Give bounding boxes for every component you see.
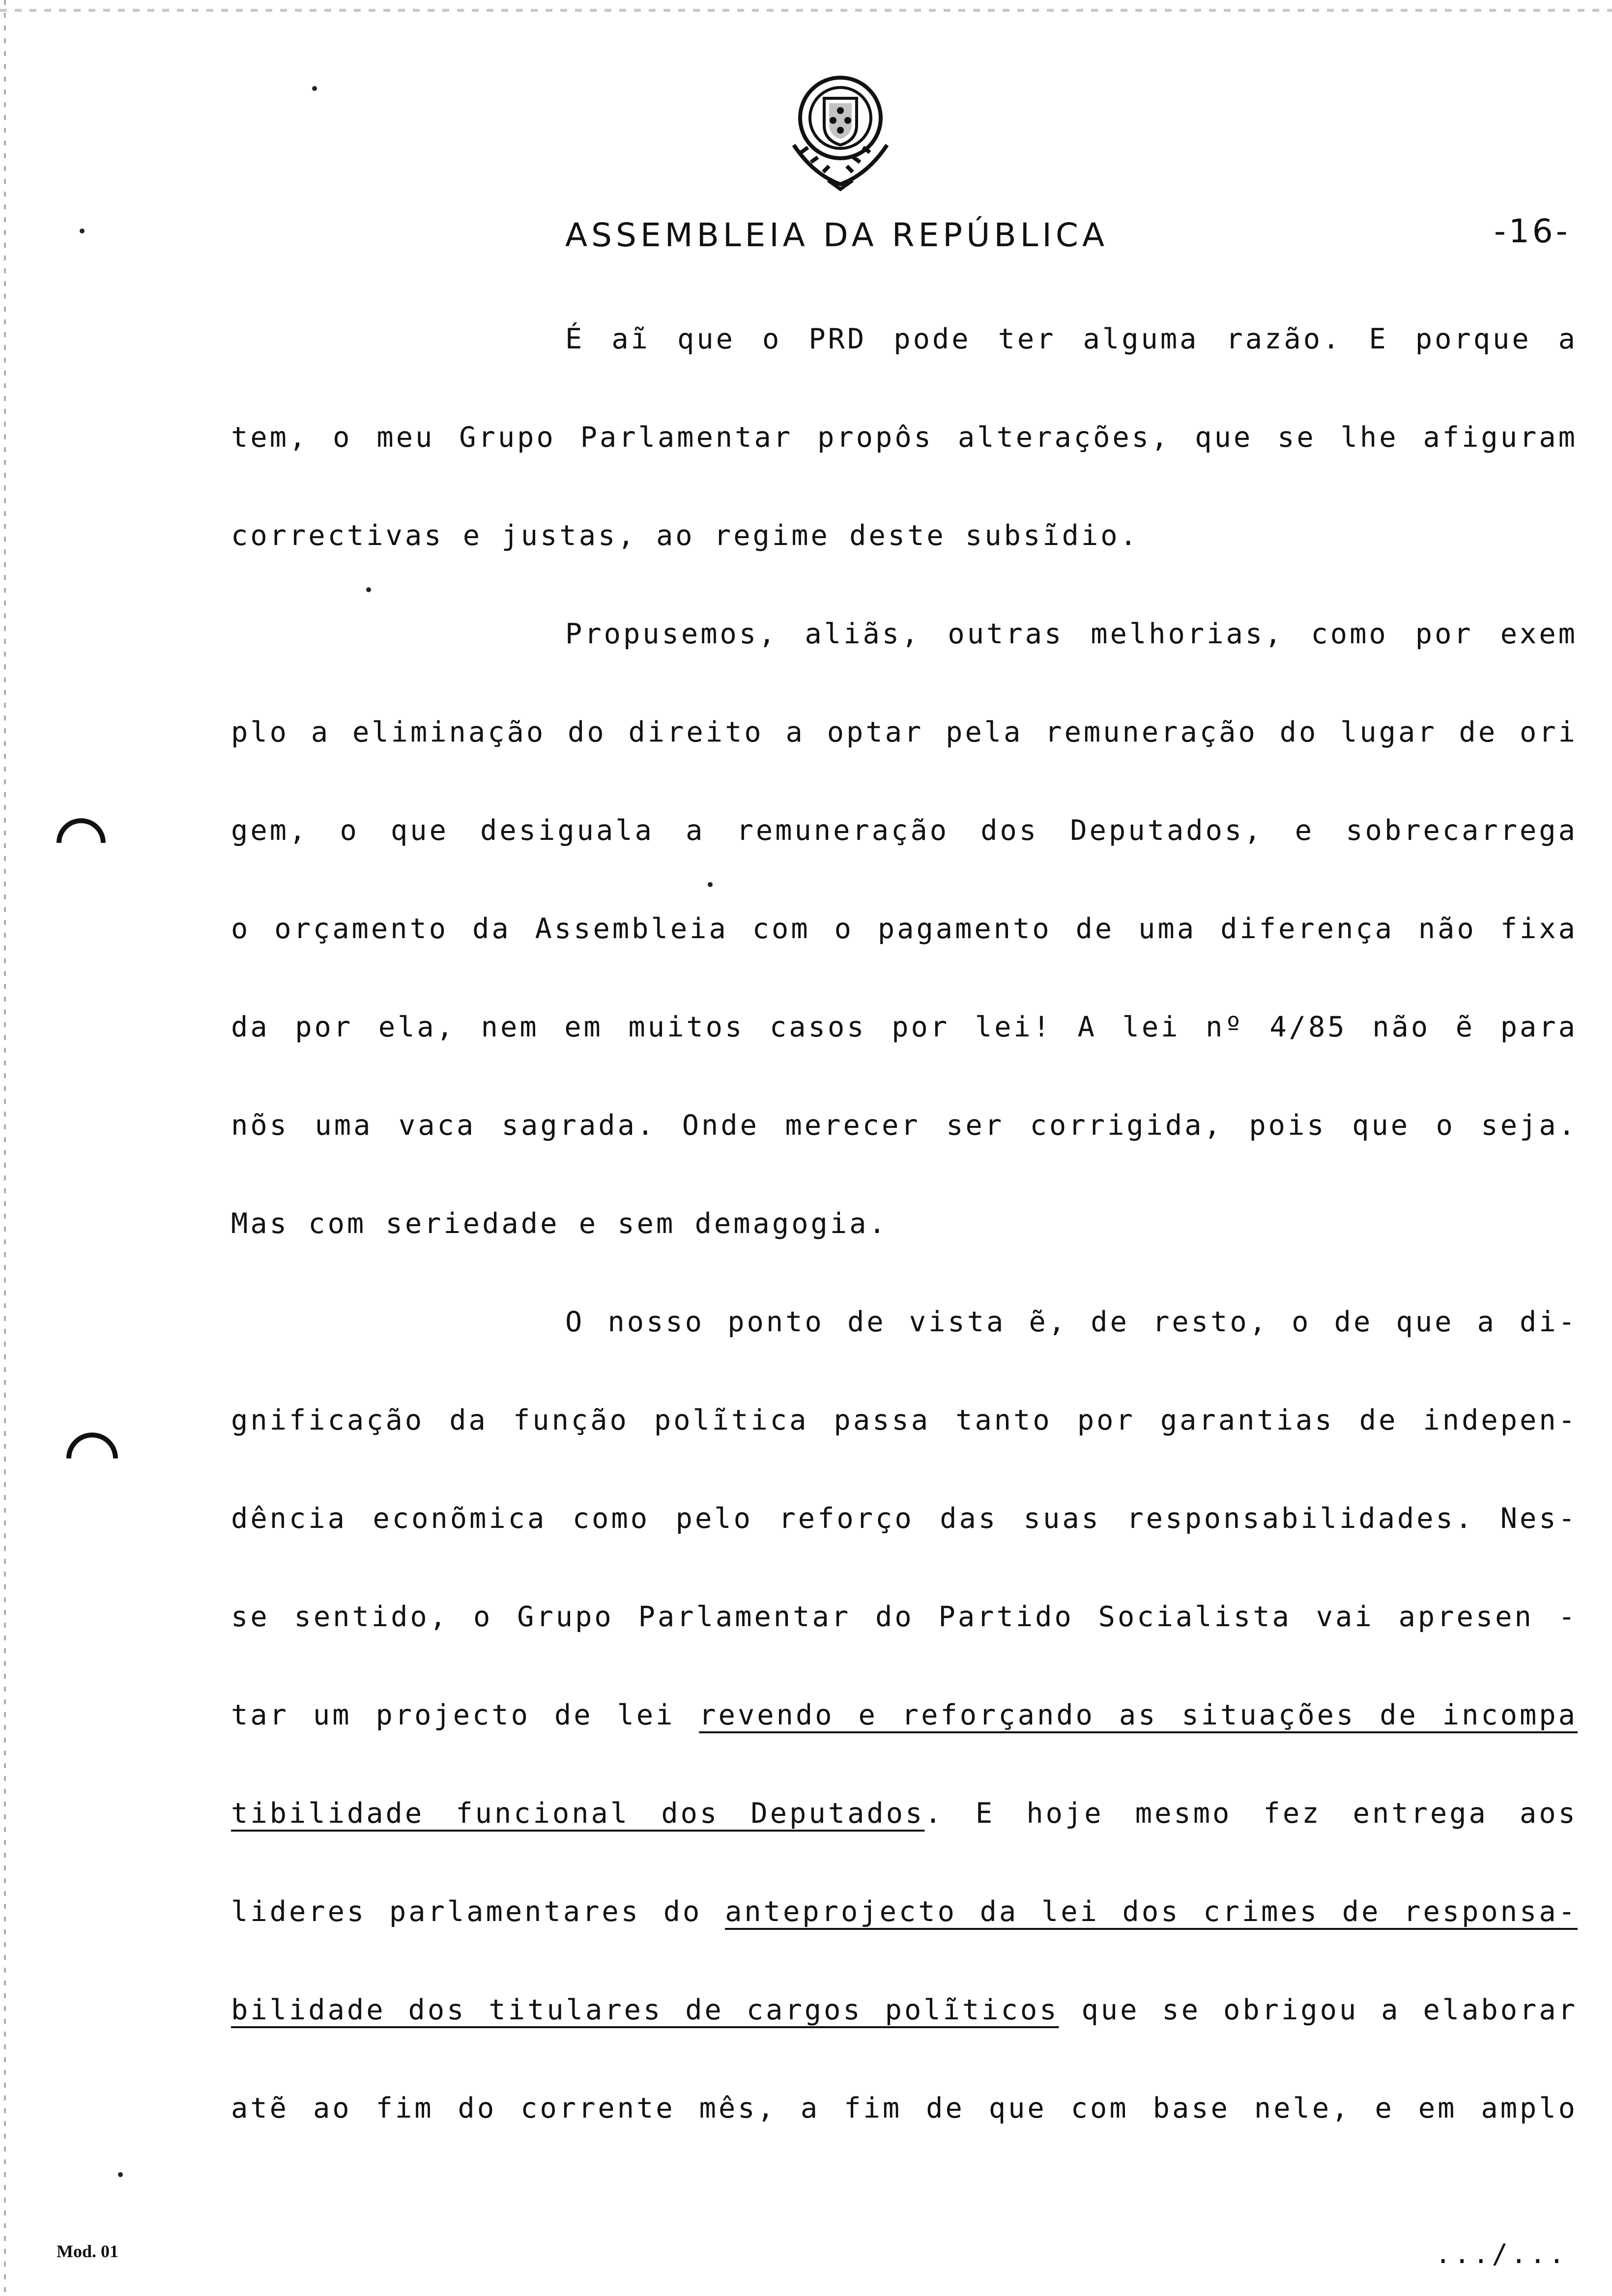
margin-mark-upper [46,808,115,877]
page-number: -16- [1494,212,1571,250]
body-text: que se obrigou a elaborar [1059,1994,1578,2026]
body-line: gnificação da função polĩtica passa tanto por garantias de indepen- [231,1404,1578,1436]
speck [80,229,85,233]
body-line: dência econõmica como pelo reforço das suas responsabilidades. Nes- [231,1502,1578,1535]
body-line: se sentido, o Grupo Parlamentar do Partido Socialista vai apresen - [231,1601,1578,1633]
underlined-text: revendo e reforçando as situações de incompa [699,1699,1578,1731]
scan-edge-left [4,0,6,2296]
margin-mark-lower [56,1422,128,1494]
document-header-title: ASSEMBLEIA DA REPÚBLICA [565,216,1109,254]
body-line: Mas com seriedade e sem demagogia. [231,1207,888,1240]
speck [312,86,317,91]
body-text: tar um projecto de lei [231,1699,699,1731]
body-line: O nosso ponto de vista ẽ, de resto, o de que a di- [565,1306,1578,1338]
body-line: nõs uma vaca sagrada. Onde merecer ser corrigida, pois que o seja. [231,1109,1578,1142]
form-code: Mod. 01 [57,2241,118,2261]
speck [118,2172,123,2177]
body-line: correctivas e justas, ao regime deste subsĩdio. [231,519,1139,552]
body-text: lideres parlamentares do [231,1895,725,1928]
underlined-text: anteprojecto da lei dos crimes de responsa- [725,1895,1578,1928]
body-line [231,1796,1578,1832]
body-text: . E hoje mesmo fez entrega aos [924,1797,1578,1830]
body-line: gem, o que desiguala a remuneração dos Deputados, e sobrecarrega [231,814,1578,847]
continuation-mark: .../... [1435,2239,1568,2269]
coat-of-arms-icon [784,71,897,194]
body-line: É aĩ que o PRD pode ter alguma razão. E porque a [565,323,1578,355]
body-line: tem, o meu Grupo Parlamentar propôs alterações, que se lhe afiguram [231,421,1578,454]
speck [366,587,371,592]
body-line [231,1993,1578,2028]
underlined-text: tibilidade funcional dos Deputados [231,1797,925,1830]
speck [708,882,713,887]
scan-edge-top [0,9,1612,12]
body-line: atẽ ao fim do corrente mês, a fim de que com base nele, e em amplo [231,2092,1578,2124]
body-line: o orçamento da Assembleia com o pagamento de uma diferença não fixa [231,913,1578,945]
underlined-text: bilidade dos titulares de cargos polĩticos [231,1994,1059,2026]
body-line [231,1698,1578,1733]
body-line: plo a eliminação do direito a optar pela remuneração do lugar de ori [231,716,1578,748]
body-line: Propusemos, aliãs, outras melhorias, como por exem [565,618,1578,650]
body-line [231,1894,1578,1930]
body-line: da por ela, nem em muitos casos por lei! A lei nº 4/85 não ẽ para [231,1011,1578,1043]
